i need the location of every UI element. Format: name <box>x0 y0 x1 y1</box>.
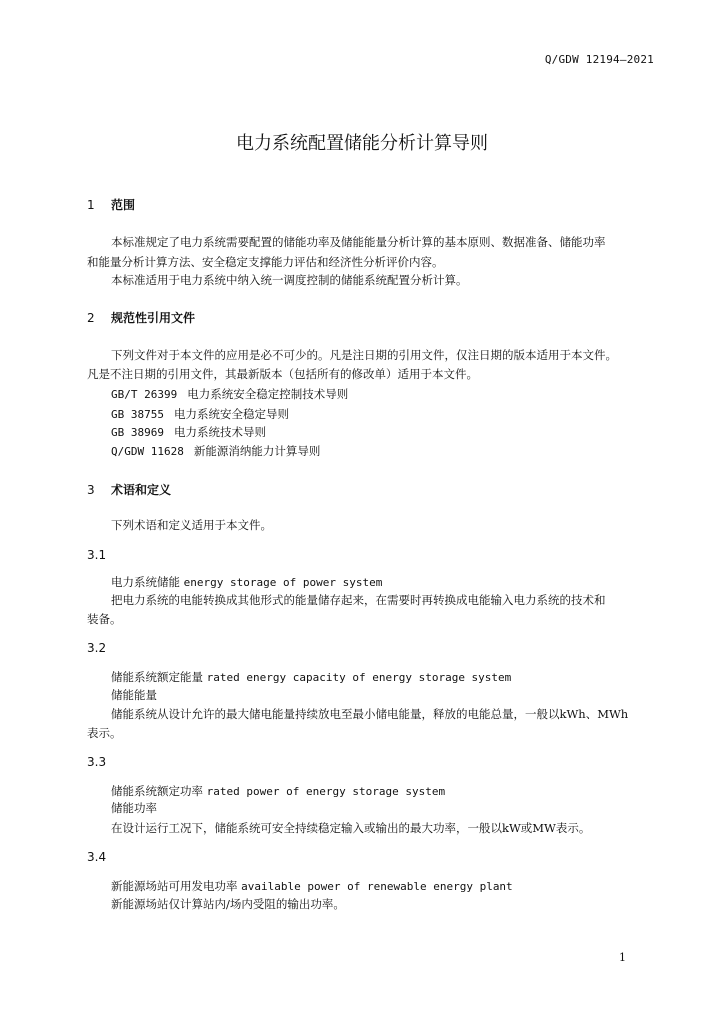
reference-item <box>111 406 289 422</box>
reference-title: 电力系统安全稳定导则 <box>173 407 289 421</box>
section-2-paragraph-line-2: 凡是不注日期的引用文件，其最新版本（包括所有的修改单）适用于本文件。 <box>87 367 478 381</box>
reference-code: GB/T 26399 <box>111 388 178 401</box>
term-number: 3.4 <box>87 850 107 864</box>
section-1-paragraph-2: 本标准适用于电力系统中纳入统一调度控制的储能系统配置分析计算。 <box>111 273 468 287</box>
section-1-paragraph-1-line-1: 本标准规定了电力系统需要配置的储能功率及储能能量分析计算的基本原则、数据准备、储能功率 <box>111 235 606 249</box>
section-number: 2 <box>87 311 95 325</box>
reference-title: 电力系统安全稳定控制技术导则 <box>187 387 349 401</box>
reference-code: GB 38755 <box>111 408 164 421</box>
term-number: 3.1 <box>87 548 107 562</box>
reference-title: 电力系统技术导则 <box>173 425 266 439</box>
section-title: 术语和定义 <box>111 483 172 497</box>
term-definition-line-1: 把电力系统的电能转换成其他形式的能量储存起来，在需要时再转换成电能输入电力系统的技术和 <box>111 593 606 607</box>
section-3-intro: 下列术语和定义适用于本文件。 <box>111 518 272 532</box>
term-english: available power of renewable energy plant <box>241 880 513 893</box>
reference-title: 新能源消纳能力计算导则 <box>193 444 321 458</box>
term-definition-line-2: 装备。 <box>87 612 122 626</box>
reference-code: Q/GDW 11628 <box>111 445 184 458</box>
term-definition-line-1: 在设计运行工况下，储能系统可安全持续稳定输入或输出的最大功率，一般以kW或MW表示。 <box>111 821 591 835</box>
term-heading <box>111 574 382 590</box>
term-definition-line-2: 表示。 <box>87 726 122 740</box>
term-definition-line-1: 新能源场站仅计算站内/场内受阻的输出功率。 <box>111 897 345 911</box>
term-alternative: 储能能量 <box>111 688 157 702</box>
section-2-paragraph-line-1: 下列文件对于本文件的应用是必不可少的。凡是注日期的引用文件，仅注日期的版本适用于本文件。 <box>111 348 617 362</box>
page-number: 1 <box>619 951 626 964</box>
term-chinese: 电力系统储能 <box>111 575 180 589</box>
reference-code: GB 38969 <box>111 426 164 439</box>
reference-item <box>111 386 348 402</box>
term-heading <box>111 783 445 799</box>
term-english: rated power of energy storage system <box>206 785 446 798</box>
section-number: 1 <box>87 198 95 212</box>
term-definition-line-1: 储能系统从设计允许的最大储电能量持续放电至最小储电能量，释放的电能总量，一般以kWh、MWh <box>111 707 629 721</box>
section-number: 3 <box>87 483 95 497</box>
section-2-heading <box>87 309 195 326</box>
reference-item <box>111 424 266 440</box>
document-id: Q/GDW 12194—2021 <box>544 53 654 66</box>
term-number: 3.2 <box>87 641 107 655</box>
section-1-paragraph-1-line-2: 和能量分析计算方法、安全稳定支撑能力评估和经济性分析评价内容。 <box>87 255 444 269</box>
term-alternative: 储能功率 <box>111 801 157 815</box>
term-chinese: 储能系统额定功率 <box>111 784 203 798</box>
section-3-heading <box>87 481 171 498</box>
term-heading <box>111 878 513 894</box>
term-number: 3.3 <box>87 755 107 769</box>
term-heading <box>111 669 511 685</box>
section-title: 规范性引用文件 <box>111 311 196 325</box>
reference-item <box>111 443 320 459</box>
term-english: rated energy capacity of energy storage system <box>206 671 512 684</box>
term-english: energy storage of power system <box>183 576 383 589</box>
document-title: 电力系统配置储能分析计算导则 <box>236 133 488 154</box>
section-title: 范围 <box>111 198 136 212</box>
term-chinese: 储能系统额定能量 <box>111 670 203 684</box>
section-1-heading <box>87 196 135 213</box>
term-chinese: 新能源场站可用发电功率 <box>111 879 238 893</box>
